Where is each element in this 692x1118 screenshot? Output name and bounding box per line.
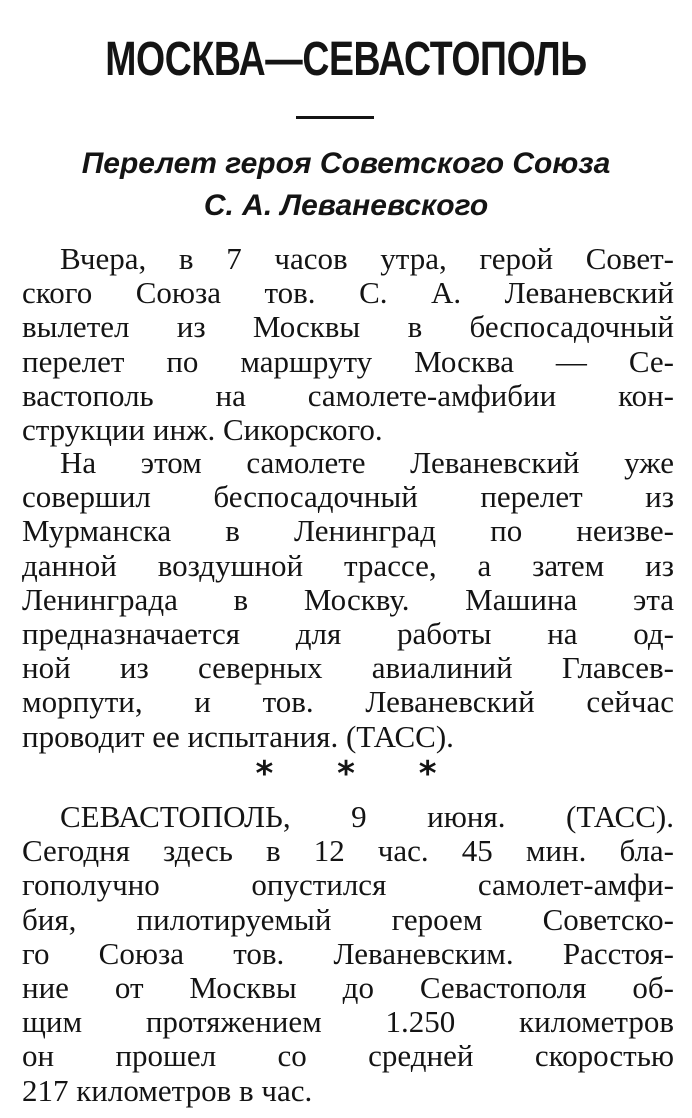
article-headline: МОСКВА—СЕВАСТОПОЛЬ xyxy=(105,33,587,86)
article-subtitle xyxy=(0,143,692,227)
paragraph-line: проводит ее испытания. (ТАСС). xyxy=(22,718,454,754)
paragraph-line: предназначается для работы на од- xyxy=(22,616,674,652)
paragraph-line: ского Союза тов. С. А. Леваневский xyxy=(22,275,674,311)
paragraph-line: данной воздушной трассе, а затем из xyxy=(22,547,674,583)
paragraph-line: Мурманска в Ленинград по неизве- xyxy=(22,513,674,549)
paragraph-line: он прошел со средней скоростью xyxy=(22,1038,674,1074)
paragraph-line: На этом самолете Леваневский уже xyxy=(60,445,674,480)
paragraph-line: бия, пилотируемый героем Советско- xyxy=(22,901,674,937)
paragraph-1 xyxy=(22,242,674,447)
paragraph-line: совершил беспосадочный перелет из xyxy=(22,479,674,515)
paragraph-line: щим протяжением 1.250 километров xyxy=(22,1004,674,1040)
paragraph-line: вылетел из Москвы в беспосадочный xyxy=(22,309,674,345)
paragraph-line: Сегодня здесь в 12 час. 45 мин. бла- xyxy=(22,833,674,869)
subtitle-line: Перелет героя Советского Союза xyxy=(81,147,611,180)
paragraph-line: 217 километров в час. xyxy=(22,1072,313,1108)
paragraph-line: перелет по маршруту Москва — Се- xyxy=(22,343,674,379)
paragraph-line: Ленинграда в Москву. Машина эта xyxy=(22,581,674,617)
subtitle-line: С. А. Леваневского xyxy=(203,189,489,222)
paragraph-line: гополучно опустился самолет-амфи- xyxy=(22,867,674,903)
section-separator: * * * xyxy=(255,754,463,794)
paragraph-2 xyxy=(22,446,674,754)
paragraph-line: Вчера, в 7 часов утра, герой Совет- xyxy=(60,241,674,276)
paragraph-line: морпути, и тов. Леваневский сейчас xyxy=(22,684,674,720)
paragraph-line: СЕВАСТОПОЛЬ, 9 июня. (ТАСС). xyxy=(60,799,674,834)
headline-divider xyxy=(296,116,374,119)
paragraph-line: ной из северных авиалиний Главсев- xyxy=(22,650,674,686)
paragraph-line: ние от Москвы до Севастополя об- xyxy=(22,970,674,1006)
paragraph-line: вастополь на самолете-амфибии кон- xyxy=(22,377,674,413)
paragraph-3 xyxy=(22,800,674,1108)
paragraph-line: струкции инж. Сикорского. xyxy=(22,412,383,448)
paragraph-line: го Союза тов. Леваневским. Расстоя- xyxy=(22,935,674,971)
